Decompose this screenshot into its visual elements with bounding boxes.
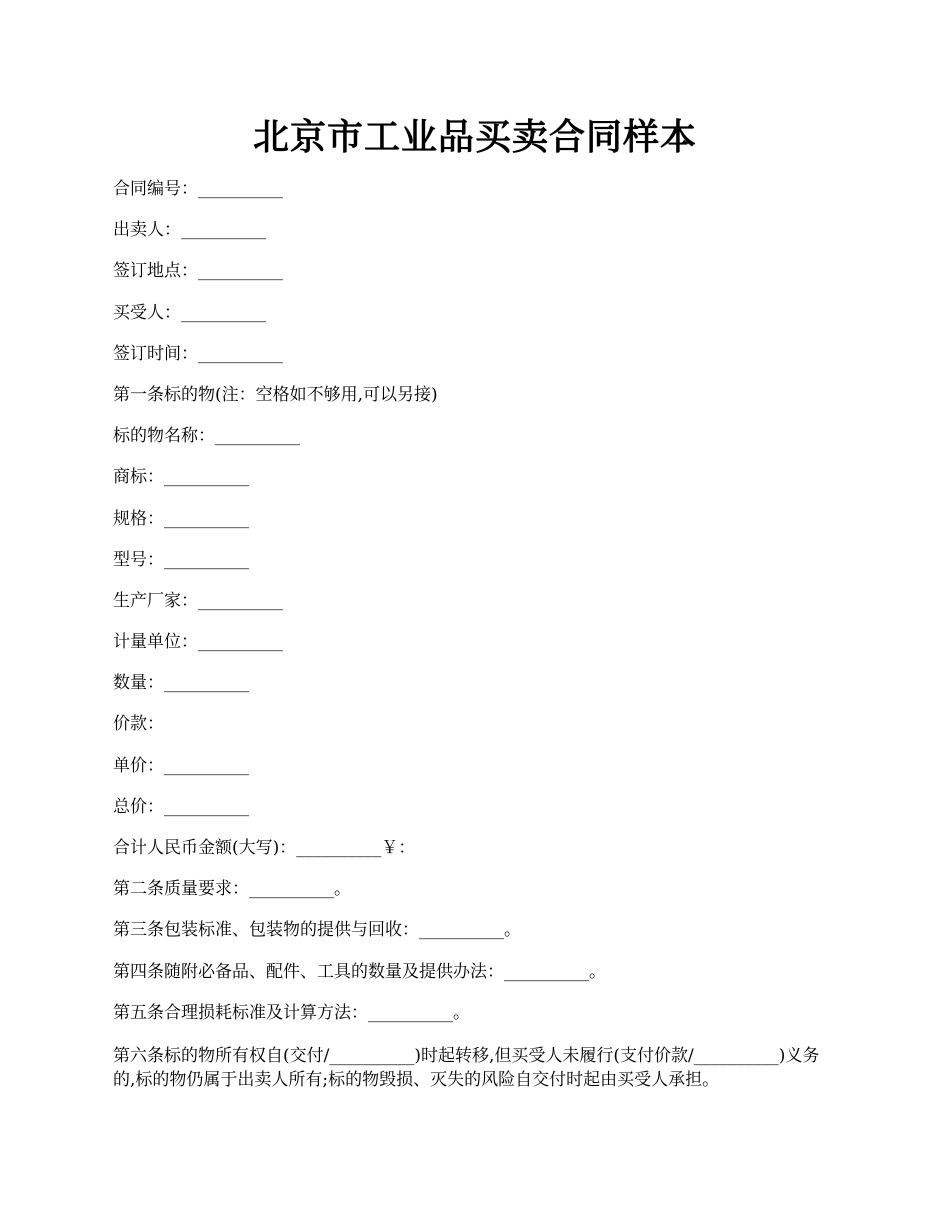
- specification-line: 规格：__________: [113, 508, 249, 529]
- manufacturer-line: 生产厂家：__________: [113, 590, 283, 611]
- article-6-paragraph: 第六条标的物所有权自(交付/__________)时起转移,但买受人未履行(支付价款/__________)义务的,标的物仍属于出卖人所有;标的物毁损、灭失的风险自交付时起由买受人承担。: [113, 1046, 820, 1090]
- article-1-heading: 第一条标的物(注：空格如不够用,可以另接): [113, 384, 438, 405]
- subject-name-line: 标的物名称：__________: [113, 426, 300, 447]
- article-2-line: 第二条质量要求：__________。: [113, 879, 351, 900]
- contract-fields: [113, 177, 833, 1042]
- signing-time-line: 签订时间：__________: [113, 343, 283, 364]
- document-title: 北京市工业品买卖合同样本: [252, 116, 697, 158]
- trademark-line: 商标：__________: [113, 467, 249, 488]
- unit-price-line: 单价：__________: [113, 755, 249, 776]
- price-heading: 价款：: [113, 714, 164, 735]
- unit-line: 计量单位：__________: [113, 632, 283, 653]
- article-4-line: 第四条随附必备品、配件、工具的数量及提供办法：__________。: [113, 961, 606, 982]
- buyer-line: 买受人：__________: [113, 302, 266, 323]
- signing-place-line: 签订地点：__________: [113, 261, 283, 282]
- article-3-line: 第三条包装标准、包装物的提供与回收：__________。: [113, 920, 521, 941]
- total-rmb-line: 合计人民币金额(大写)：__________￥：: [113, 838, 416, 858]
- contract-number-line: 合同编号：__________: [113, 179, 283, 199]
- article-5-line: 第五条合理损耗标准及计算方法：__________。: [113, 1002, 470, 1023]
- seller-line: 出卖人：__________: [113, 220, 266, 241]
- total-price-line: 总价：__________: [113, 796, 249, 817]
- model-line: 型号：__________: [113, 549, 249, 570]
- quantity-line: 数量：__________: [113, 673, 249, 694]
